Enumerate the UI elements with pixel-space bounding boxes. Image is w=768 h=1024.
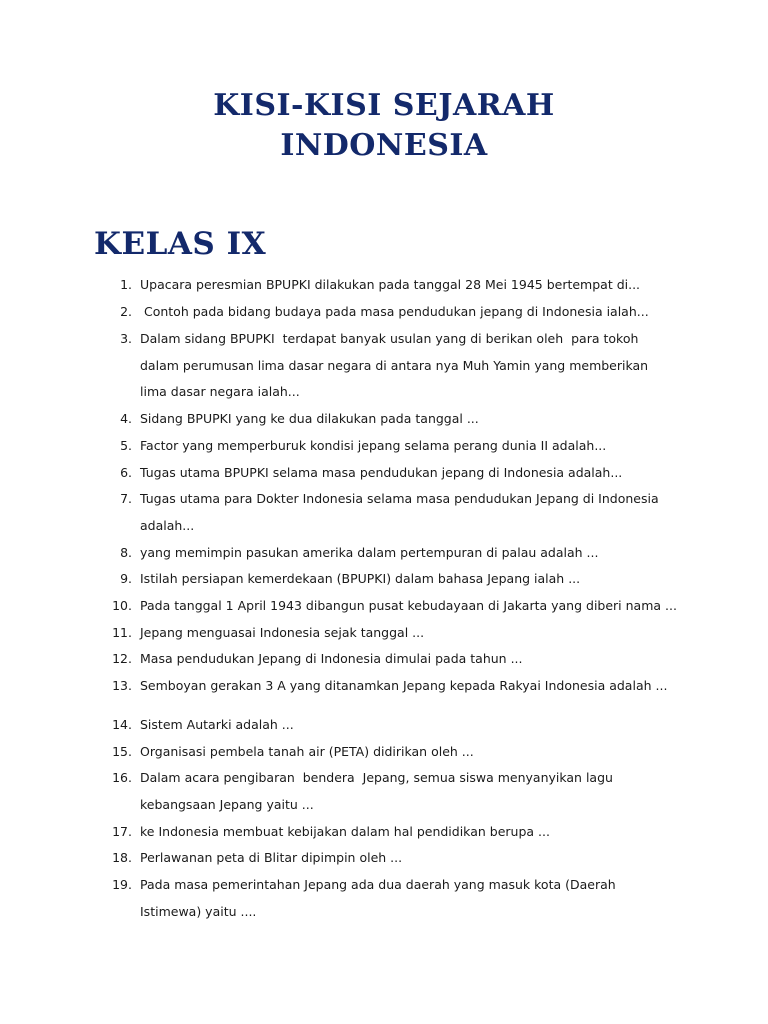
question-text [140,460,700,487]
question-text [140,566,700,593]
question-text [140,739,700,766]
question-number: 18. [112,850,132,865]
question-text-line: Factor yang memperburuk kondisi jepang selama perang dunia II adalah... [140,438,607,453]
question-text-line: Tugas utama para Dokter Indonesia selama masa pendudukan Jepang di Indonesia [140,491,659,506]
question-text-line: Semboyan gerakan 3 A yang ditanamkan Jepang kepada Rakyai Indonesia adalah ... [140,678,668,693]
question-text-line: yang memimpin pasukan amerika dalam pertempuran di palau adalah ... [140,545,599,560]
question-text-line: dalam perumusan lima dasar negara di antara nya Muh Yamin yang memberikan [140,357,649,373]
question-text [140,272,700,299]
question-text [140,765,700,818]
question-text-line: kebangsaan Jepang yaitu ... [140,796,314,812]
question-text [140,712,700,739]
question-number: 3. [120,331,132,346]
question-text-line: Organisasi pembela tanah air (PETA) didirikan oleh ... [140,744,474,759]
question-number: 15. [112,744,132,759]
question-text-line: lima dasar negara ialah... [140,384,300,399]
title-line-1: KISI-KISI SEJARAH [213,88,555,123]
question-text [140,593,700,620]
question-text [140,819,700,846]
question-number: 19. [112,877,132,892]
question-text-line: Contoh pada bidang budaya pada masa pendudukan jepang di Indonesia ialah... [140,304,649,319]
question-number: 2. [120,304,132,319]
question-text-line: Sidang BPUPKI yang ke dua dilakukan pada tanggal ... [140,411,479,426]
question-number: 6. [120,465,132,480]
question-text-line: adalah... [140,517,195,533]
question-number: 7. [120,491,132,506]
question-number: 13. [112,678,132,693]
question-number: 1. [120,277,132,292]
question-text [140,540,700,567]
question-number: 10. [112,598,132,613]
question-text [140,845,700,872]
question-text-line: ke Indonesia membuat kebijakan dalam hal pendidikan berupa ... [140,824,550,839]
question-text-line: Masa pendudukan Jepang di Indonesia dimulai pada tahun ... [140,651,523,666]
question-text-line: Dalam acara pengibaran bendera Jepang, semua siswa menyanyikan lagu [140,770,613,785]
question-number: 8. [120,545,132,560]
question-number: 5. [120,438,132,453]
question-text-line: Upacara peresmian BPUPKI dilakukan pada tanggal 28 Mei 1945 bertempat di... [140,277,641,292]
question-text-line: Istilah persiapan kemerdekaan (BPUPKI) dalam bahasa Jepang ialah ... [140,571,581,586]
question-number: 17. [112,824,132,839]
question-number: 16. [112,770,132,785]
question-text-line: Istimewa) yaitu .... [140,903,257,919]
question-text [140,326,700,406]
question-text-line: Pada masa pemerintahan Jepang ada dua daerah yang masuk kota (Daerah [140,877,616,892]
question-text [140,433,700,460]
question-text [140,673,700,700]
question-number: 9. [120,571,132,586]
title-line-2: INDONESIA [280,128,488,163]
question-text-line: Sistem Autarki adalah ... [140,717,294,732]
question-text [140,620,700,647]
question-text [140,299,700,326]
section-heading: KELAS IX [94,226,267,262]
question-number: 11. [112,625,132,640]
question-text [140,646,700,673]
question-text [140,872,700,925]
question-text-line: Tugas utama BPUPKI selama masa pendudukan jepang di Indonesia adalah... [140,465,623,480]
question-number: 14. [112,717,132,732]
question-text-line: Jepang menguasai Indonesia sejak tanggal ... [140,625,425,640]
page-title [0,86,768,166]
question-number: 4. [120,411,132,426]
question-text-line: Dalam sidang BPUPKI terdapat banyak usulan yang di berikan oleh para tokoh [140,331,639,346]
question-text [140,406,700,433]
question-text [140,486,700,539]
question-text-line: Perlawanan peta di Blitar dipimpin oleh ... [140,850,403,865]
question-number: 12. [112,651,132,666]
question-text-line: Pada tanggal 1 April 1943 dibangun pusat kebudayaan di Jakarta yang diberi nama ... [140,598,677,613]
